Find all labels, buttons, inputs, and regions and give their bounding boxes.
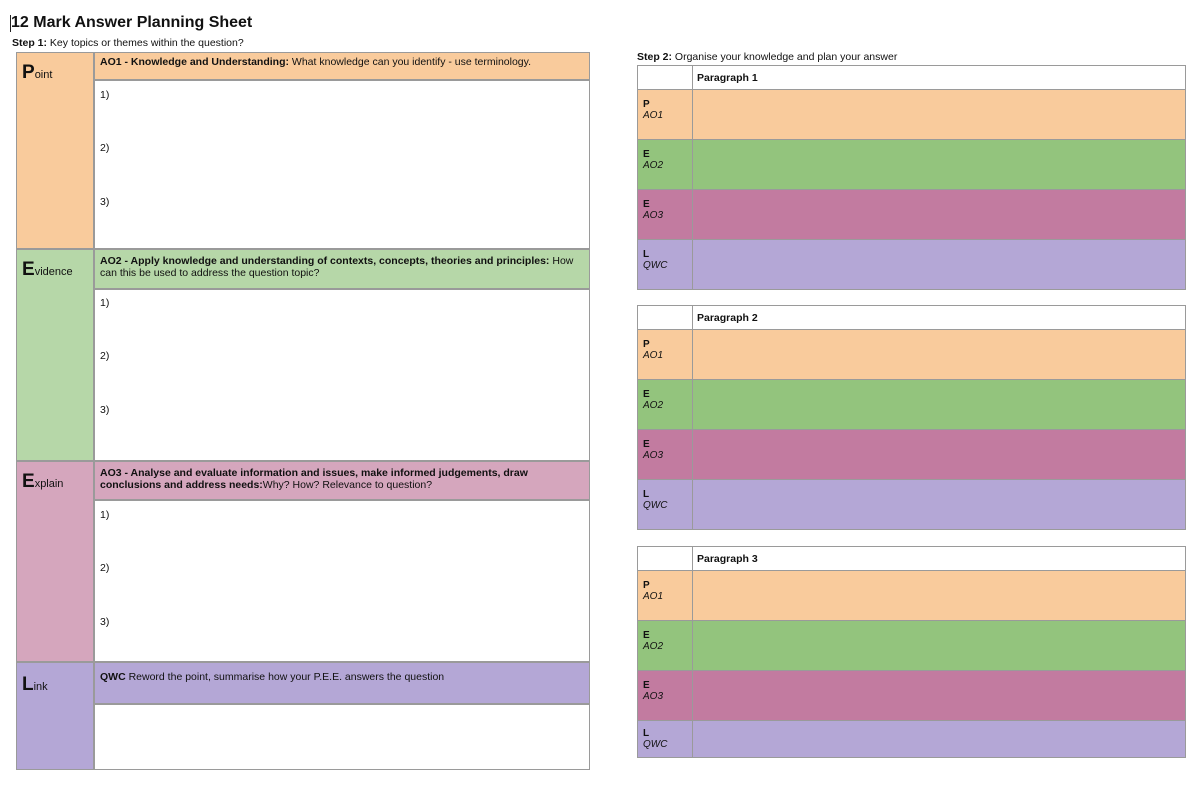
- link-cap: L: [22, 674, 34, 695]
- explain-row[interactable]: [637, 190, 1186, 240]
- evidence-item-2: 2): [100, 350, 110, 362]
- row-code: AO1: [643, 591, 664, 602]
- ao2-header-text: How can this be used to address the question topic?: [100, 255, 574, 279]
- point-rest: oint: [34, 69, 53, 81]
- row-code: QWC: [643, 500, 668, 511]
- paragraph-header-row: [637, 546, 1186, 571]
- header-blank-cell: [638, 306, 693, 329]
- evidence-answer-area[interactable]: [94, 289, 590, 461]
- step-1-instruction: [12, 37, 244, 49]
- row-letter: P: [643, 580, 650, 591]
- paragraph-header-row: [637, 65, 1186, 90]
- row-code: AO1: [643, 110, 664, 121]
- ao2-header: [94, 249, 590, 289]
- row-letter: P: [643, 339, 650, 350]
- explain-row[interactable]: [637, 430, 1186, 480]
- evidence-item-1: 1): [100, 297, 110, 309]
- row-label-cell: [638, 380, 693, 429]
- explain-cap: E: [22, 471, 35, 492]
- step-2-instruction: [637, 51, 897, 63]
- evidence-row[interactable]: [637, 621, 1186, 671]
- evidence-label-cell: [16, 249, 94, 461]
- evidence-cap: E: [22, 259, 35, 280]
- row-code: AO2: [643, 641, 664, 652]
- row-code: QWC: [643, 739, 668, 750]
- row-label-cell: [638, 90, 693, 139]
- row-label-cell: [638, 621, 693, 670]
- row-code: AO2: [643, 400, 664, 411]
- point-row[interactable]: [637, 330, 1186, 380]
- explain-rest: xplain: [34, 478, 64, 490]
- qwc-header-text: Reword the point, summarise how your P.E.E. answers the question: [125, 671, 445, 683]
- row-letter: E: [643, 439, 650, 450]
- row-label-cell: [638, 571, 693, 620]
- explain-label-cell: [16, 461, 94, 662]
- point-item-2: 2): [100, 142, 110, 154]
- ao3-header-bold: AO3 - Analyse and evaluate information and issues, make informed judgements, draw conclusions and address needs:: [100, 467, 528, 491]
- link-label: [22, 674, 48, 696]
- row-label-cell: [638, 240, 693, 289]
- row-letter: E: [643, 680, 650, 691]
- paragraph-header-row: [637, 305, 1186, 330]
- row-label-cell: [638, 721, 693, 757]
- row-letter: L: [643, 489, 650, 500]
- row-letter: L: [643, 728, 650, 739]
- step-1-text: Key topics or themes within the question?: [47, 37, 244, 49]
- ao3-header-text: Why? How? Relevance to question?: [262, 479, 433, 491]
- step-2-label: Step 2:: [637, 51, 673, 63]
- point-item-1: 1): [100, 89, 110, 101]
- link-row[interactable]: [637, 240, 1186, 290]
- pee-planning-table: [16, 52, 590, 770]
- link-label-cell: [16, 662, 94, 770]
- row-letter: E: [643, 630, 650, 641]
- row-letter: E: [643, 149, 650, 160]
- ao1-header: [94, 52, 590, 80]
- evidence-rest: vidence: [34, 266, 73, 278]
- row-label-cell: [638, 140, 693, 189]
- explain-item-1: 1): [100, 509, 110, 521]
- point-label-cell: [16, 52, 94, 249]
- row-label-cell: [638, 671, 693, 720]
- evidence-item-3: 3): [100, 404, 110, 416]
- row-code: AO3: [643, 210, 664, 221]
- qwc-header-bold: QWC: [100, 671, 126, 683]
- row-code: AO2: [643, 160, 664, 171]
- explain-label: [22, 471, 63, 493]
- point-row[interactable]: [637, 90, 1186, 140]
- point-cap: P: [22, 62, 35, 83]
- evidence-row[interactable]: [637, 140, 1186, 190]
- explain-answer-area[interactable]: [94, 500, 590, 662]
- row-label-cell: [638, 330, 693, 379]
- link-answer-area[interactable]: [94, 704, 590, 770]
- explain-item-2: 2): [100, 562, 110, 574]
- evidence-row[interactable]: [637, 380, 1186, 430]
- row-code: AO3: [643, 691, 664, 702]
- ao3-header: [94, 461, 590, 500]
- explain-item-3: 3): [100, 616, 110, 628]
- row-code: AO3: [643, 450, 664, 461]
- row-letter: E: [643, 389, 650, 400]
- link-row[interactable]: [637, 721, 1186, 758]
- point-answer-area[interactable]: [94, 80, 590, 249]
- link-row[interactable]: [637, 480, 1186, 530]
- ao2-header-bold: AO2 - Apply knowledge and understanding of contexts, concepts, theories and principles:: [100, 255, 550, 267]
- point-row[interactable]: [637, 571, 1186, 621]
- qwc-header: [94, 662, 590, 704]
- evidence-label: [22, 259, 73, 281]
- paragraph-title: Paragraph 2: [697, 312, 758, 324]
- row-code: AO1: [643, 350, 664, 361]
- paragraph-title: Paragraph 1: [697, 72, 758, 84]
- step-1-label: Step 1:: [12, 37, 48, 49]
- row-letter: P: [643, 99, 650, 110]
- row-label-cell: [638, 430, 693, 479]
- link-rest: ink: [33, 681, 48, 693]
- row-label-cell: [638, 480, 693, 529]
- header-blank-cell: [638, 547, 693, 570]
- ao1-header-text: What knowledge can you identify - use terminology.: [289, 56, 532, 68]
- ao1-header-bold: AO1 - Knowledge and Understanding:: [100, 56, 290, 68]
- step-2-text: Organise your knowledge and plan your answer: [672, 51, 898, 63]
- point-label: [22, 62, 52, 84]
- row-letter: L: [643, 249, 650, 260]
- page-title: 12 Mark Answer Planning Sheet: [11, 14, 253, 31]
- point-item-3: 3): [100, 196, 110, 208]
- paragraph-title: Paragraph 3: [697, 553, 758, 565]
- row-label-cell: [638, 190, 693, 239]
- row-letter: E: [643, 199, 650, 210]
- explain-row[interactable]: [637, 671, 1186, 721]
- header-blank-cell: [638, 66, 693, 89]
- row-code: QWC: [643, 260, 668, 271]
